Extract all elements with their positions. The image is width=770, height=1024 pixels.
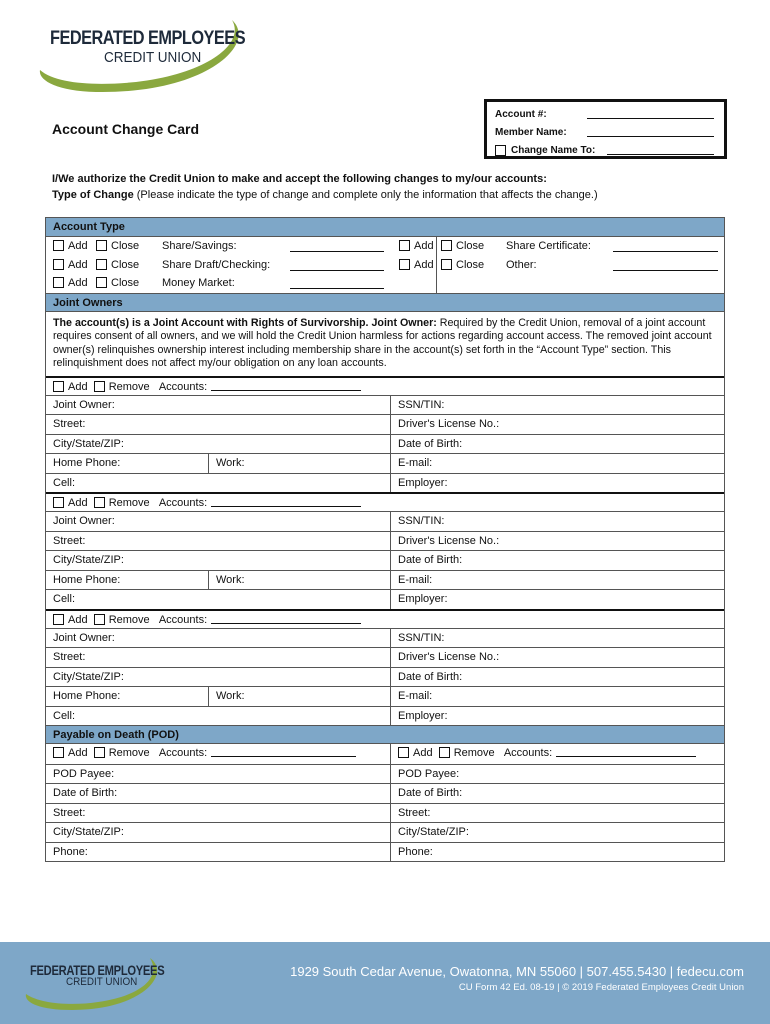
- member-name-field[interactable]: [587, 136, 714, 137]
- phone-row: [46, 570, 724, 590]
- phone-row: [46, 453, 724, 473]
- pod-payee-field[interactable]: POD Payee:: [398, 767, 460, 780]
- ssn-field[interactable]: SSN/TIN:: [398, 398, 445, 411]
- close-label: Close: [111, 277, 140, 289]
- license-field[interactable]: Driver's License No.:: [398, 418, 500, 430]
- joint-owner-add-remove-row: [46, 609, 724, 628]
- remove-checkbox[interactable]: [94, 747, 105, 758]
- pod-phone-row: [46, 842, 724, 862]
- change-name-label: Change Name To:: [511, 144, 596, 156]
- account-type-row: [46, 256, 724, 275]
- pod-street-row: [46, 803, 724, 823]
- add-label: Add: [68, 380, 88, 393]
- page-footer: [0, 942, 770, 1024]
- street-row: [46, 531, 724, 551]
- remove-checkbox[interactable]: [439, 747, 450, 758]
- add-checkbox[interactable]: [53, 277, 64, 288]
- add-checkbox[interactable]: [399, 240, 410, 251]
- cell-field[interactable]: Cell:: [46, 474, 391, 493]
- add-checkbox[interactable]: [53, 614, 64, 625]
- accounts-field[interactable]: [211, 380, 361, 391]
- cell-row: [46, 473, 724, 493]
- close-label: Close: [456, 240, 485, 252]
- work-phone-field[interactable]: Work:: [209, 571, 391, 590]
- account-number-field[interactable]: [587, 118, 714, 119]
- close-label: Close: [111, 240, 140, 252]
- logo-name: FEDERATED EMPLOYEES: [50, 28, 246, 49]
- pod-dob-field[interactable]: Date of Birth:: [398, 787, 463, 799]
- account-type-row: [46, 237, 724, 256]
- account-type-header: Account Type: [46, 218, 724, 237]
- remove-label: Remove: [453, 747, 495, 759]
- change-name-row: [495, 141, 724, 159]
- city-field[interactable]: City/State/ZIP:: [46, 551, 391, 570]
- accounts-label: Accounts:: [503, 747, 553, 759]
- pod-phone-field[interactable]: Phone:: [398, 845, 433, 858]
- type-of-change-text: (Please indicate the type of change and complete only the information that affects the change.): [133, 189, 598, 201]
- remove-checkbox[interactable]: [94, 614, 105, 625]
- accounts-label: Accounts:: [158, 380, 208, 393]
- add-checkbox[interactable]: [399, 259, 410, 270]
- city-row: [46, 434, 724, 454]
- city-field[interactable]: City/State/ZIP:: [46, 668, 391, 687]
- add-checkbox[interactable]: [398, 747, 409, 758]
- joint-owners-header: Joint Owners: [46, 293, 724, 312]
- close-label: Close: [456, 258, 485, 271]
- home-phone-field[interactable]: Home Phone:: [46, 571, 209, 590]
- pod-payee-field[interactable]: POD Payee:: [46, 765, 391, 784]
- joint-owner-add-remove-row: [46, 376, 724, 395]
- share-certificate-label: Share Certificate:: [506, 240, 591, 252]
- employer-field[interactable]: Employer:: [398, 593, 448, 605]
- pod-phone-field[interactable]: Phone:: [46, 843, 391, 862]
- home-phone-field[interactable]: Home Phone:: [46, 454, 209, 473]
- share-draft-label: Share Draft/Checking:: [162, 258, 271, 271]
- pod-dob-field[interactable]: Date of Birth:: [46, 784, 391, 803]
- joint-owner-row: [46, 511, 724, 531]
- add-label: Add: [68, 497, 88, 509]
- other-field[interactable]: [613, 270, 718, 271]
- type-of-change-note: [52, 189, 598, 201]
- street-row: [46, 647, 724, 667]
- cell-row: [46, 589, 724, 609]
- add-label: Add: [414, 258, 434, 271]
- share-savings-label: Share/Savings:: [162, 240, 237, 252]
- remove-label: Remove: [108, 497, 150, 509]
- pod-city-field[interactable]: City/State/ZIP:: [398, 826, 469, 838]
- close-checkbox[interactable]: [96, 259, 107, 270]
- page-title: Account Change Card: [52, 121, 200, 137]
- add-checkbox[interactable]: [53, 240, 64, 251]
- add-checkbox[interactable]: [53, 497, 64, 508]
- accounts-field[interactable]: [211, 613, 361, 624]
- add-label: Add: [68, 258, 88, 271]
- pod-street-field[interactable]: Street:: [46, 804, 391, 823]
- close-checkbox[interactable]: [96, 240, 107, 251]
- change-form: [45, 217, 725, 862]
- city-field[interactable]: City/State/ZIP:: [46, 435, 391, 454]
- accounts-label: Accounts:: [158, 613, 208, 626]
- account-number-label: Account #:: [495, 108, 547, 120]
- add-label: Add: [413, 747, 433, 759]
- change-name-field[interactable]: [607, 154, 714, 155]
- other-label: Other:: [506, 258, 537, 271]
- account-info-box: [484, 99, 727, 159]
- city-row: [46, 550, 724, 570]
- add-label: Add: [68, 240, 88, 252]
- joint-owner-field[interactable]: Joint Owner:: [46, 629, 391, 648]
- remove-label: Remove: [108, 613, 150, 626]
- share-certificate-field[interactable]: [613, 251, 718, 252]
- footer-logo: [22, 950, 172, 1014]
- close-checkbox[interactable]: [96, 277, 107, 288]
- joint-owner-row: [46, 395, 724, 415]
- accounts-field[interactable]: [211, 496, 361, 507]
- dob-field[interactable]: Date of Birth:: [398, 554, 463, 566]
- member-name-row: [495, 123, 724, 141]
- pod-add-remove-right: [391, 744, 724, 764]
- logo-subname: CREDIT UNION: [104, 49, 202, 66]
- license-field[interactable]: Driver's License No.:: [398, 534, 500, 547]
- disclosure-bold: The account(s) is a Joint Account with Rights of Survivorship. Joint Owner:: [53, 316, 437, 329]
- dob-field[interactable]: Date of Birth:: [398, 670, 463, 683]
- pod-header: Payable on Death (POD): [46, 725, 724, 744]
- money-market-field[interactable]: [290, 288, 384, 289]
- add-checkbox[interactable]: [53, 381, 64, 392]
- employer-field[interactable]: Employer:: [398, 476, 448, 489]
- email-field[interactable]: E-mail:: [398, 690, 433, 702]
- joint-owner-field[interactable]: Joint Owner:: [46, 396, 391, 415]
- accounts-label: Accounts:: [158, 747, 208, 759]
- footer-logo-subname: CREDIT UNION: [66, 976, 138, 988]
- pod-payee-row: [46, 764, 724, 784]
- joint-owner-add-remove-row: [46, 492, 724, 511]
- joint-owner-field[interactable]: Joint Owner:: [46, 512, 391, 531]
- email-field[interactable]: E-mail:: [398, 573, 433, 586]
- cell-field[interactable]: Cell:: [46, 590, 391, 609]
- disclosure-text: Required by the Credit Union, removal of a joint account requires consent of all owners, and we will hold the Credit Union harmless for actions regarding account access. The removed joint account owner(s) relinquishes ownership interest including membership share in the account(s) set forth in the “Account Type” section. This relinquishment does not affect my/our obligation on any loan accounts.: [53, 316, 712, 369]
- employer-field[interactable]: Employer:: [398, 709, 448, 722]
- pod-city-field[interactable]: City/State/ZIP:: [46, 823, 391, 842]
- accounts-label: Accounts:: [158, 497, 208, 509]
- member-name-label: Member Name:: [495, 126, 567, 138]
- pod-city-row: [46, 822, 724, 842]
- change-name-checkbox[interactable]: [495, 145, 506, 156]
- street-field[interactable]: Street:: [46, 648, 391, 667]
- footer-logo-name: FEDERATED EMPLOYEES: [30, 962, 165, 978]
- share-draft-field[interactable]: [290, 270, 384, 271]
- add-checkbox[interactable]: [53, 259, 64, 270]
- money-market-label: Money Market:: [162, 277, 235, 289]
- license-field[interactable]: Driver's License No.:: [398, 651, 500, 663]
- dob-field[interactable]: Date of Birth:: [398, 437, 463, 450]
- add-checkbox[interactable]: [53, 747, 64, 758]
- close-checkbox[interactable]: [441, 240, 452, 251]
- pod-dob-row: [46, 783, 724, 803]
- joint-owner-row: [46, 628, 724, 648]
- street-row: [46, 414, 724, 434]
- account-type-row: [46, 274, 724, 293]
- remove-label: Remove: [108, 380, 150, 393]
- email-field[interactable]: E-mail:: [398, 457, 433, 469]
- street-field[interactable]: Street:: [46, 415, 391, 434]
- cell-row: [46, 706, 724, 726]
- remove-checkbox[interactable]: [94, 381, 105, 392]
- account-type-section: [46, 237, 724, 293]
- work-phone-field[interactable]: Work:: [209, 454, 391, 473]
- add-label: Add: [414, 240, 434, 252]
- credit-union-logo: [36, 14, 246, 96]
- joint-owners-disclosure: [46, 312, 724, 376]
- work-phone-field[interactable]: Work:: [209, 687, 391, 706]
- share-savings-field[interactable]: [290, 251, 384, 252]
- city-row: [46, 667, 724, 687]
- accounts-field[interactable]: [211, 746, 356, 757]
- pod-add-remove-row: [46, 744, 724, 764]
- phone-row: [46, 686, 724, 706]
- footer-contact: 1929 South Cedar Avenue, Owatonna, MN 55060 | 507.455.5430 | fedecu.com: [290, 964, 744, 979]
- street-field[interactable]: Street:: [46, 532, 391, 551]
- pod-street-field[interactable]: Street:: [398, 806, 431, 819]
- authorization-statement: I/We authorize the Credit Union to make and accept the following changes to my/our accounts:: [52, 173, 547, 185]
- home-phone-field[interactable]: Home Phone:: [46, 687, 209, 706]
- add-label: Add: [68, 613, 88, 626]
- account-number-row: [495, 105, 724, 123]
- remove-checkbox[interactable]: [94, 497, 105, 508]
- cell-field[interactable]: Cell:: [46, 707, 391, 726]
- remove-label: Remove: [108, 747, 150, 759]
- pod-add-remove-left: [46, 744, 391, 764]
- ssn-field[interactable]: SSN/TIN:: [398, 515, 445, 527]
- footer-form-info: CU Form 42 Ed. 08-19 | © 2019 Federated Employees Credit Union: [458, 982, 744, 993]
- add-label: Add: [68, 277, 88, 289]
- type-of-change-label: Type of Change: [52, 189, 134, 201]
- accounts-field[interactable]: [556, 746, 696, 757]
- ssn-field[interactable]: SSN/TIN:: [398, 631, 445, 644]
- close-label: Close: [111, 258, 140, 271]
- close-checkbox[interactable]: [441, 259, 452, 270]
- add-label: Add: [68, 747, 88, 759]
